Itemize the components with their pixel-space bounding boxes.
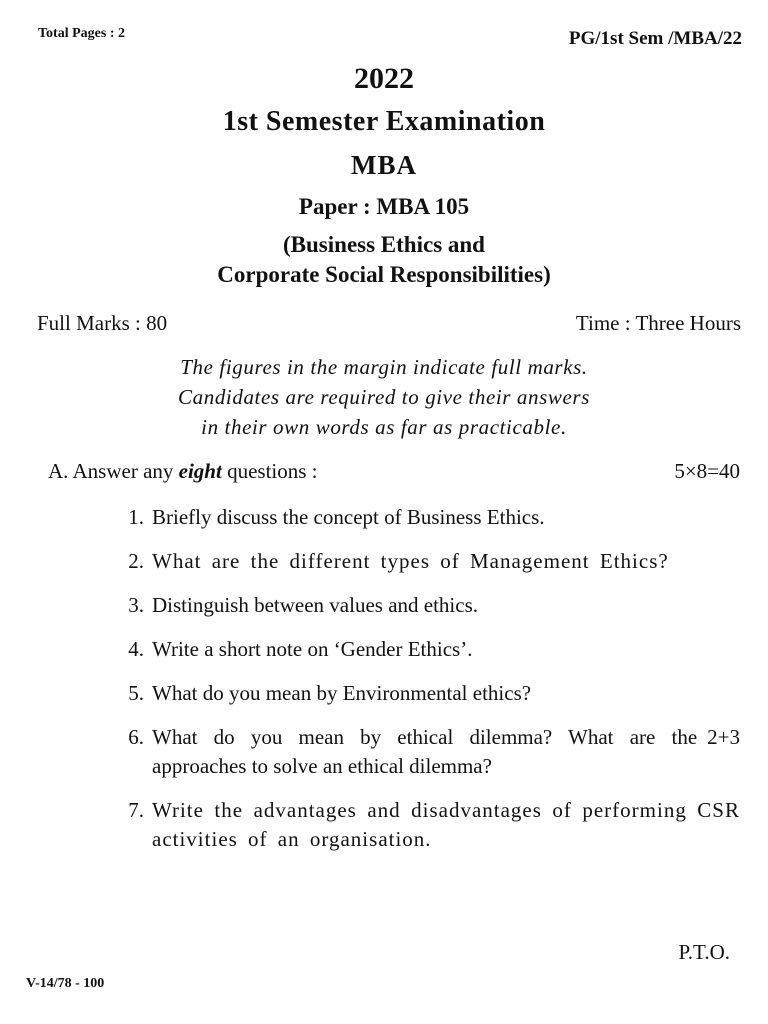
question-text: Write the advantages and disadvantages of performing CSR activities of an organisation. (152, 798, 740, 851)
footer-code: V-14/78 - 100 (26, 976, 105, 991)
question-number: 1. (128, 505, 144, 529)
section-label: A. (48, 459, 69, 483)
total-pages: Total Pages : 2 (38, 26, 125, 41)
instruction-line: in their own words as far as practicable. (201, 415, 567, 439)
question-text: Write a short note on ‘Gender Ethics’. (152, 637, 473, 661)
question-text: Distinguish between values and ethics. (152, 593, 479, 617)
section-marks: 5×8=40 (674, 459, 740, 483)
section-emphasis: eight (178, 459, 222, 483)
subject-line-2: Corporate Social Responsibilities) (217, 262, 551, 287)
question-item (112, 547, 740, 576)
course-name: MBA (351, 150, 417, 180)
paper-number: Paper : MBA 105 (298, 194, 470, 219)
page-turn-over: P.T.O. (678, 940, 730, 964)
question-text (152, 723, 740, 781)
section-heading (48, 459, 318, 484)
question-item (112, 635, 740, 664)
question-item (112, 679, 740, 708)
question-number: 3. (128, 593, 144, 617)
question-text: What are the different types of Management Ethics? (152, 549, 669, 573)
question-number: 6. (128, 725, 144, 749)
question-item (112, 723, 740, 781)
instruction-line: The figures in the margin indicate full marks. (180, 355, 588, 379)
question-number: 4. (128, 637, 144, 661)
question-text: What do you mean by Environmental ethics? (152, 681, 532, 705)
question-number: 5. (128, 681, 144, 705)
section-suffix: questions : (227, 459, 318, 483)
question-marks: 2+3 (707, 725, 740, 749)
paper-code: PG/1st Sem /MBA/22 (568, 28, 742, 49)
full-marks: Full Marks : 80 (37, 311, 168, 335)
question-item (112, 591, 740, 620)
question-item (112, 796, 740, 854)
question-item (112, 503, 740, 532)
question-number: 7. (128, 798, 144, 822)
question-list (112, 503, 740, 869)
exam-time: Time : Three Hours (575, 311, 741, 335)
exam-title: 1st Semester Examination (222, 106, 546, 137)
section-prefix: Answer any (72, 459, 174, 483)
subject-line-1: (Business Ethics and (283, 232, 485, 257)
question-text: Briefly discuss the concept of Business Ethics. (152, 505, 545, 529)
exam-year: 2022 (354, 62, 414, 95)
question-body: What do you mean by ethical dilemma? What are the approaches to solve an ethical dilemma? (152, 725, 698, 778)
instruction-line: Candidates are required to give their answers (178, 385, 590, 409)
question-number: 2. (128, 549, 144, 573)
